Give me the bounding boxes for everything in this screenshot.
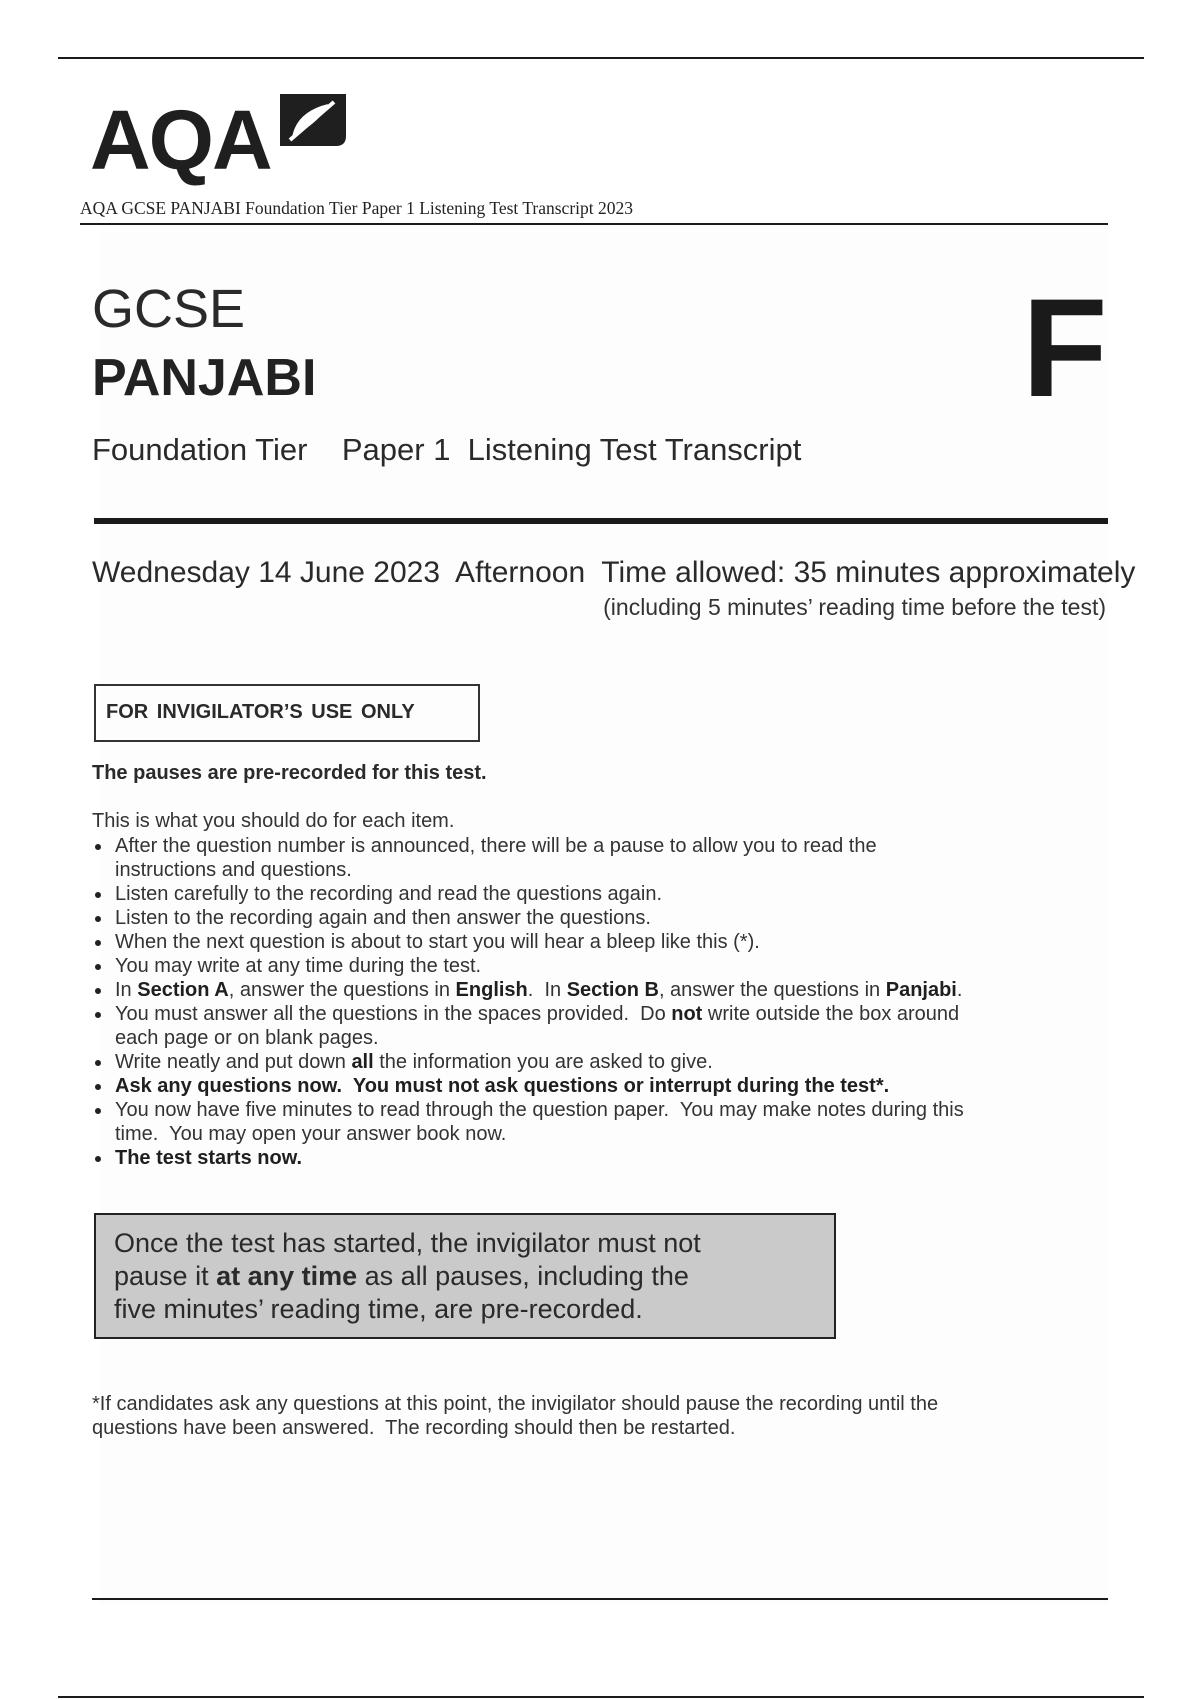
footnote: *If candidates ask any questions at this point, the invigilator should pause the recording until the questions have been answered. The recording should then be restarted. — [92, 1393, 939, 1439]
subject-title: PANJABI — [92, 349, 317, 407]
reading-time-note: (including 5 minutes’ reading time before the test) — [603, 594, 1106, 620]
instructions-intro: This is what you should do for each item. — [92, 810, 455, 832]
section-rule — [94, 518, 1108, 524]
list-item: You may write at any time during the test. — [92, 954, 1092, 978]
footer-rule — [92, 1598, 1108, 1600]
aqa-logo: AQA — [90, 93, 271, 187]
header-line: AQA GCSE PANJABI Foundation Tier Paper 1 Listening Test Transcript 2023 — [80, 198, 633, 218]
list-item: Listen carefully to the recording and read the questions again. — [92, 882, 1092, 906]
list-item: Write neatly and put down all the information you are asked to give. — [92, 1050, 1092, 1074]
notice-line: pause it at any time as all pauses, including the — [114, 1261, 689, 1291]
list-item: You must answer all the questions in the spaces provided. Do not write outside the box around each page or on blank pages. — [92, 1002, 1092, 1050]
list-item: Ask any questions now. You must not ask questions or interrupt during the test*. — [92, 1074, 1092, 1098]
invigilator-box: FOR INVIGILATOR’S USE ONLY — [94, 684, 480, 742]
notice-line: Once the test has started, the invigilator must not — [114, 1228, 701, 1258]
pauses-note: The pauses are pre-recorded for this test. — [92, 762, 487, 784]
tier-letter: F — [1022, 269, 1108, 426]
header-rule — [80, 223, 1108, 225]
date-line: Wednesday 14 June 2023 Afternoon Time allowed: 35 minutes approximately — [92, 556, 1136, 589]
top-border-rule — [58, 57, 1144, 59]
list-item: Listen to the recording again and then answer the questions. — [92, 906, 1092, 930]
instructions-list — [92, 834, 1092, 1170]
notice-line: five minutes’ reading time, are pre-recorded. — [114, 1294, 643, 1324]
aqa-logo-mark-icon — [276, 90, 350, 150]
list-item: After the question number is announced, there will be a pause to allow you to read the instructions and questions. — [92, 834, 1092, 882]
list-item: In Section A, answer the questions in English. In Section B, answer the questions in Panjabi. — [92, 978, 1092, 1002]
list-item: When the next question is about to start you will hear a bleep like this (*). — [92, 930, 1092, 954]
invigilator-notice-box — [94, 1213, 836, 1339]
list-item: The test starts now. — [92, 1146, 1092, 1170]
list-item: You now have five minutes to read through the question paper. You may make notes during this time. You may open your answer book now. — [92, 1098, 1092, 1146]
bottom-border-rule — [58, 1696, 1144, 1698]
qualification-title: GCSE — [92, 279, 246, 339]
paper-line: Foundation Tier Paper 1 Listening Test Transcript — [92, 432, 802, 467]
